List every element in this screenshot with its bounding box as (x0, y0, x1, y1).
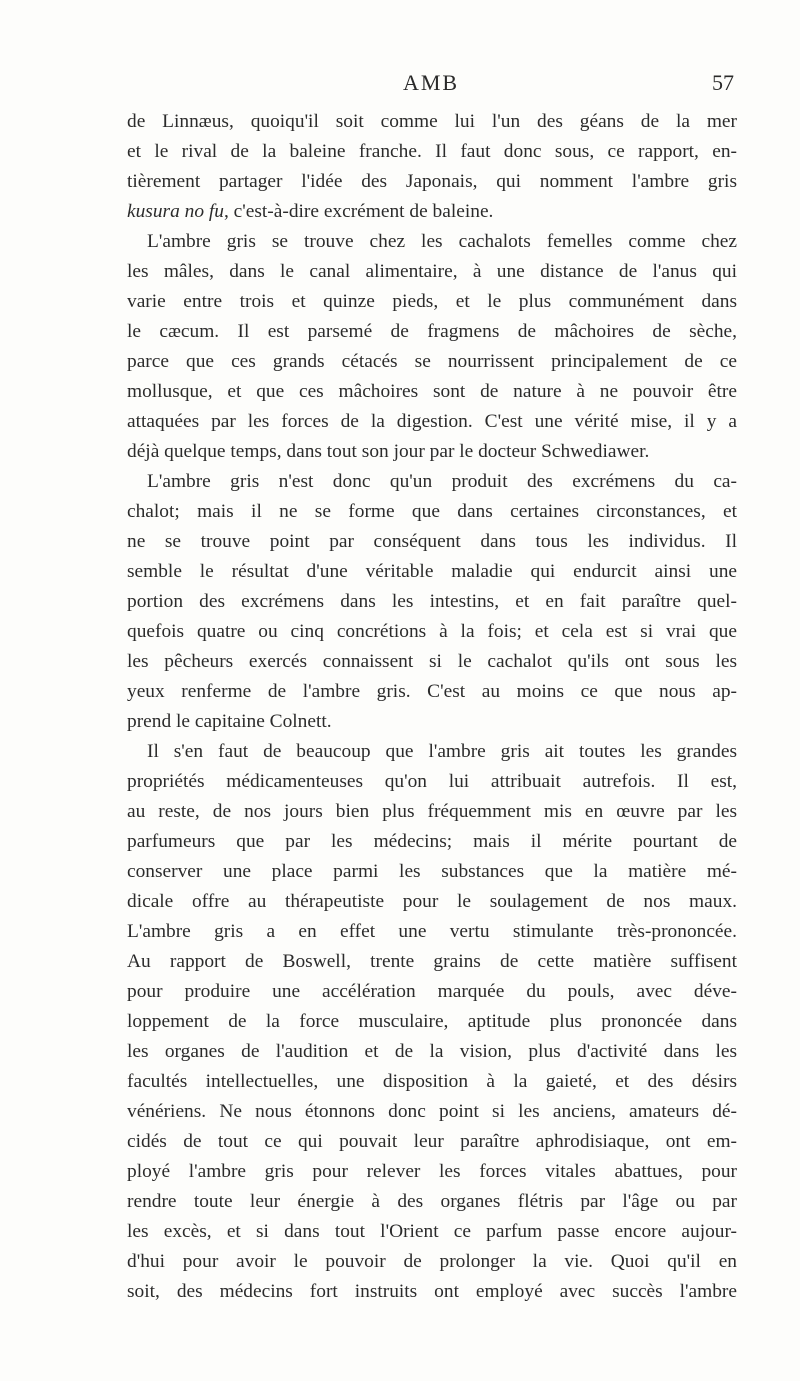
text-line: Il s'en faut de beaucoup que l'ambre gris ait toutes les grandes (147, 741, 737, 762)
text-line: portion des excrémens dans les intestins, et en fait paraître quel- (127, 591, 737, 612)
text-line: les pêcheurs exercés connaissent si le cachalot qu'ils ont sous les (127, 651, 737, 672)
text-line: Au rapport de Boswell, trente grains de cette matière suffisent (127, 951, 737, 972)
text-line: les mâles, dans le canal alimentaire, à une distance de l'anus qui (127, 261, 737, 282)
text-line: au reste, de nos jours bien plus fréquemment mis en œuvre par les (127, 801, 737, 822)
text-line: L'ambre gris a en effet une vertu stimulante très-prononcée. (127, 921, 737, 942)
text-line: ployé l'ambre gris pour relever les forces vitales abattues, pour (127, 1161, 737, 1182)
text-line: facultés intellectuelles, une disposition à la gaieté, et des désirs (127, 1071, 737, 1092)
text-line: yeux renferme de l'ambre gris. C'est au moins ce que nous ap- (127, 681, 737, 702)
page-number: 57 (712, 70, 734, 95)
text-line: vénériens. Ne nous étonnons donc point si les anciens, amateurs dé- (127, 1101, 737, 1122)
text-line: mollusque, et que ces mâchoires sont de nature à ne pouvoir être (127, 381, 737, 402)
text-line: les excès, et si dans tout l'Orient ce parfum passe encore aujour- (127, 1221, 737, 1242)
text-line: déjà quelque temps, dans tout son jour par le docteur Schwediawer. (127, 441, 650, 462)
text-line: conserver une place parmi les substances que la matière mé- (127, 861, 737, 882)
text-line: chalot; mais il ne se forme que dans certaines circonstances, et (127, 501, 737, 522)
running-title: AMB (402, 70, 460, 95)
text-line: d'hui pour avoir le pouvoir de prolonger la vie. Quoi qu'il en (127, 1251, 737, 1272)
text-line: les organes de l'audition et de la vision, plus d'activité dans les (127, 1041, 737, 1062)
text-line: cidés de tout ce qui pouvait leur paraître aphrodisiaque, ont em- (127, 1131, 737, 1152)
text-line: parfumeurs que par les médecins; mais il mérite pourtant de (127, 831, 737, 852)
text-line: dicale offre au thérapeutiste pour le soulagement de nos maux. (127, 891, 737, 912)
text-line: pour produire une accélération marquée du pouls, avec déve- (127, 981, 737, 1002)
text-line: prend le capitaine Colnett. (127, 711, 332, 732)
italic-term: kusura no fu (127, 201, 224, 222)
text-line: tièrement partager l'idée des Japonais, qui nomment l'ambre gris (127, 171, 737, 192)
text-line: parce que ces grands cétacés se nourrissent principalement de ce (127, 351, 737, 372)
text-line: ne se trouve point par conséquent dans tous les individus. Il (127, 531, 737, 552)
text-line: rendre toute leur énergie à des organes flétris par l'âge ou par (127, 1191, 737, 1212)
text-line: le cæcum. Il est parsemé de fragmens de mâchoires de sèche, (127, 321, 737, 342)
text-line: L'ambre gris se trouve chez les cachalots femelles comme chez (147, 231, 737, 252)
text-line: quefois quatre ou cinq concrétions à la fois; et cela est si vrai que (127, 621, 737, 642)
text-line: kusura no fu, c'est-à-dire excrément de baleine. (127, 201, 494, 222)
running-head (128, 70, 734, 100)
text-line: varie entre trois et quinze pieds, et le plus communément dans (127, 291, 737, 312)
text-line: propriétés médicamenteuses qu'on lui attribuait autrefois. Il est, (127, 771, 737, 792)
text-line: de Linnæus, quoiqu'il soit comme lui l'un des géans de la mer (127, 111, 737, 132)
text-line: et le rival de la baleine franche. Il faut donc sous, ce rapport, en- (127, 141, 737, 162)
text-line: attaquées par les forces de la digestion. C'est une vérité mise, il y a (127, 411, 737, 432)
text-line: loppement de la force musculaire, aptitude plus prononcée dans (127, 1011, 737, 1032)
text-line: soit, des médecins fort instruits ont employé avec succès l'ambre (127, 1281, 737, 1302)
text-line: L'ambre gris n'est donc qu'un produit des excrémens du ca- (147, 471, 737, 492)
text-line: semble le résultat d'une véritable maladie qui endurcit ainsi une (127, 561, 737, 582)
body-text (127, 107, 737, 1307)
